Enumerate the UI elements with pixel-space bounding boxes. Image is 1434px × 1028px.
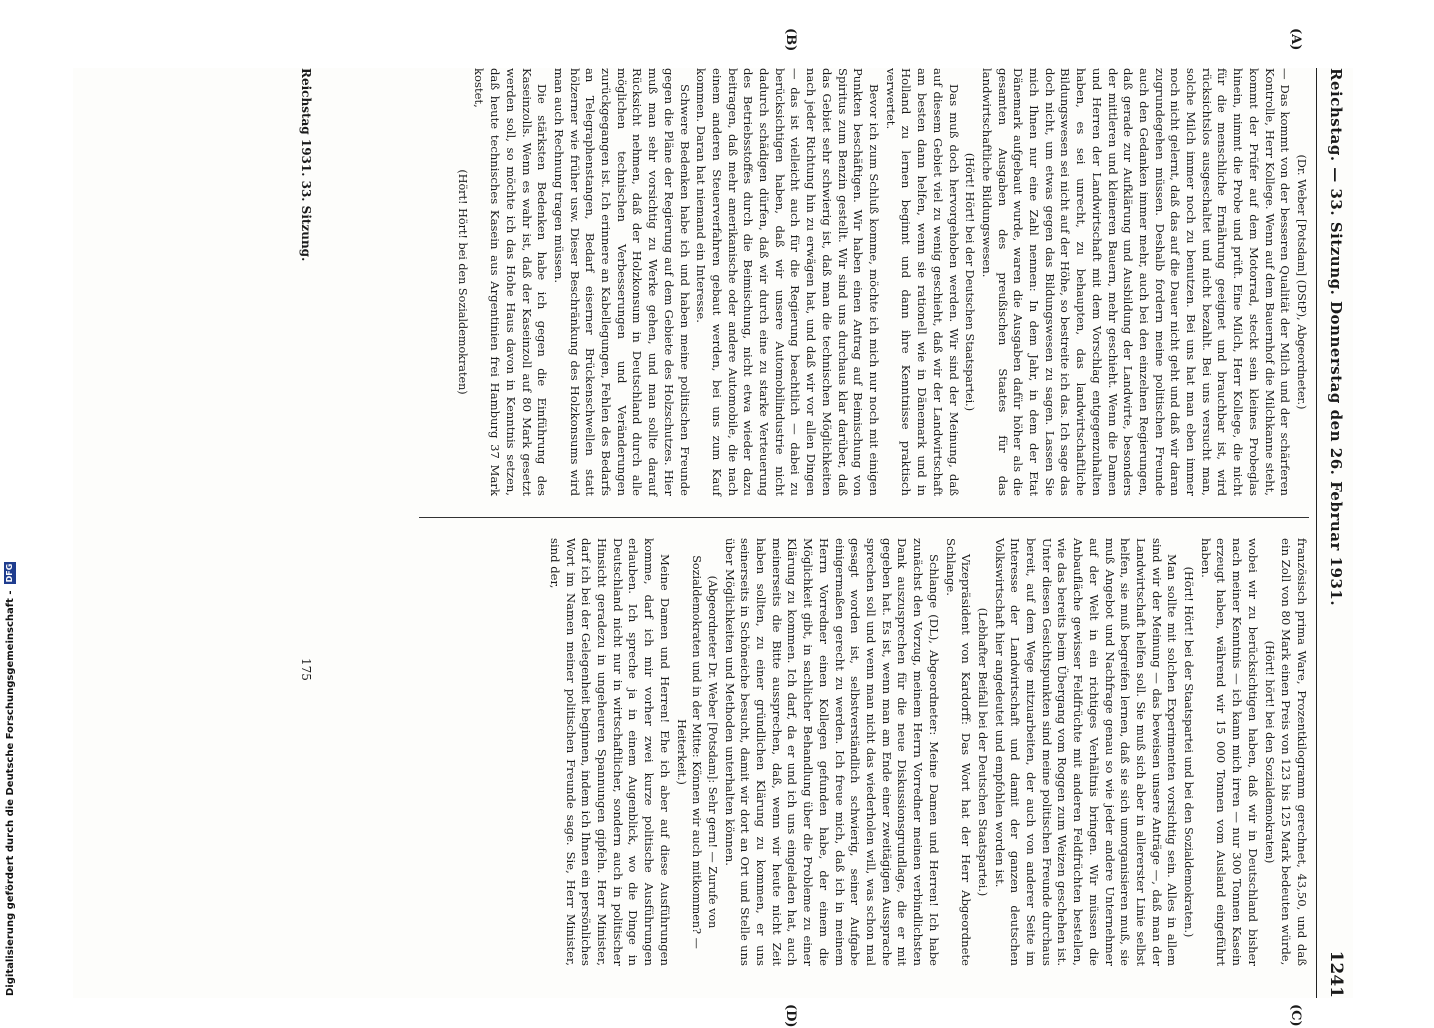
page-number: 1241 <box>1326 950 1346 998</box>
right-column-paragraph: Schlange (DL), Abgeordneter: Meine Damen und Herren! Ich habe zunächst den Vorzug, meinem Herrn Vorredner meinen verbindlichsten Dank auszusprechen für die neue Diskussionsgrundlage, die er mit gegeben hat. Es ist, wenn man am Ende einer zweitägigen Aussprache sprechen soll und wenn man nicht das wiederholen will, was schon mal gesagt worden ist, selbstverständlich schwierig, seiner Aufgabe einigermaßen gerecht zu werden. Ich freue mich, daß ich in meinem Herrn Vorredner einen Kollegen gefunden habe, der einem die Möglichkeit gibt, in sachlicher Behandlung über die Probleme zu einer Klärung zu kommen. Ich darf, da er und ich uns eingeladen hat, auch meinerseits die Bitte aussprechen, daß, wenn wir heute nicht Zeit haben sollten, zu einer gründlichen Klärung zu kommen, er uns seinerseits in Schöneiche besucht, damit wir dort an Ort und Stelle uns über Möglichkeiten und Methoden unterhalten können. <box>722 538 941 966</box>
column-divider <box>419 517 1309 518</box>
right-column-paragraph: Vizepräsident von Kardorff: Das Wort hat der Herr Abgeordnete Schlange. <box>943 538 974 966</box>
right-column-paragraph: (Hört! hört! bei den Sozialdemokraten) <box>1262 640 1276 864</box>
footer-left: Reichstag 1931. 33. Sitzung. <box>299 68 313 262</box>
left-column-paragraph: (Hört! Hört! bei der Deutschen Staatspartei.) <box>963 152 977 412</box>
right-column-paragraph: (Hört! Hört! bei der Staatspartei und bei den Sozialdemokraten.) <box>1182 566 1196 938</box>
right-column-paragraph: (Abgeordneter Dr. Weber [Potsdam]: Sehr gern! — Zurufe von Sozialdemokraten und in der Mitte: Können wir auch mitkommen? — Heiterkeit.) <box>674 555 719 949</box>
margin-marker-b: (B) <box>783 28 798 52</box>
right-column-paragraph: Man sollte mit solchen Experimenten vorsichtig sein. Alles in allem sind wir der Meinung — das beweisen unsere Anträge —, daß man der Landwirtschaft helfen soll. Sie muß sich aber in allererster Linie selbst helfen, sie muß begreifen lernen, daß sie sich umorganisieren muß, sie muß Angebot und Nachfrage genau so wie jeder andere Unternehmer auf der Welt in ein richtiges Verhältnis bringen. Wir müssen die Anbaufläche gewisser Feldfrüchte mit anderen Feldfrüchten bestellen, wie das bereits beim Übergang vom Roggen zum Weizen geschehen ist. Unter diesen Gesichtspunkten sind meine politischen Freunde durchaus bereit, auf dem Wege mitzuarbeiten, der auch von anderer Seite im Interesse der Landwirtschaft und damit der ganzen deutschen Volkswirtschaft hier angedeutet und empfohlen worden ist. <box>992 538 1180 966</box>
right-column-paragraph: wobei wir zu berücksichtigen haben, daß wir in Deutschland bisher nach meiner Kenntnis — ich kann mich irren — nur 300 Tonnen Kasein erzeugt haben, während wir 15 000 Tonnen vom Ausland eingeführt haben. <box>1198 538 1260 966</box>
margin-marker-a: (A) <box>1288 28 1303 51</box>
margin-marker-c: (C) <box>1288 1004 1303 1027</box>
page-header-title: Reichstag. — 33. Sitzung. Donnerstag den 26. Februar 1931. <box>1327 68 1345 607</box>
left-column-paragraph: Die stärksten Bedenken habe ich gegen die Einführung des Kaseinzolls. Wenn es wahr ist, daß der Kaseinzoll auf 80 Mark gesetzt werden soll, so möchte ich das Hohe Haus davon in Kenntnis setzen, daß heute technisches Kasein aus Argentinien frei Hamburg 37 Mark kostet, <box>472 68 550 496</box>
dfg-logo: DFG <box>5 563 14 583</box>
header-rule <box>1316 68 1317 998</box>
left-column-paragraph: (Dr. Weber [Potsdam] (DStP), Abgeordneter.) <box>1295 154 1308 410</box>
left-column-paragraph: Schwere Bedenken habe ich und haben meine politischen Freunde gegen die Pläne der Regierung auf dem Gebiete des Holzschutzes. Hier muß man sehr vorsichtig zu Werke gehen, und man sollte darauf Rücksicht nehmen, daß der Holzkonsum in Deutschland durch alle möglichen technischen Verbesserungen und Veränderungen zurückgegangen ist. Ich erinnere an Kabellegungen, Fehlen des Bedarfs an Telegraphenstangen, Bedarf eiserner Brückenschwellen statt hölzerner wie früher usw. Dieser Beschränkung des Holzkonsums wird man auch Rechnung tragen müssen. <box>551 68 692 496</box>
digitization-note-text: Digitalisierung gefördert durch die Deutsche Forschungsgemeinschaft - <box>5 590 16 996</box>
scanned-page <box>73 28 1353 1028</box>
footer-page-count: 175 <box>299 658 313 681</box>
right-column-paragraph: Meine Damen und Herren! Ehe ich aber auf diese Ausführungen komme, darf ich mir vorher zwei kurze politische Ausführungen erlauben. Ich spreche ja in einem Augenblick, wo die Dinge in Deutschland nicht nur in wirtschaftlicher, sondern auch in politischer Hinsicht geradezu in ungeheuren Spannungen gipfeln. Herr Minister, darf ich bei der Gelegenheit beginnen, indem ich Ihnen ein persönliches Wort im Namen meiner politischen Freunde sage. Sie, Herr Minister, sind der, <box>547 538 672 966</box>
margin-marker-d: (D) <box>783 1004 798 1028</box>
page-header <box>1319 68 1353 998</box>
left-column-paragraph: Das muß doch hervorgehoben werden. Wir sind der Meinung, daß auf diesem Gebiet viel zu wenig geschieht, daß wir der Landwirtschaft am besten dann helfen, wenn sie rationell wie in Dänemark und in Holland zu lernen beginnt und dann ihre Kenntnisse praktisch verwertet. <box>883 68 961 496</box>
right-text-column <box>545 538 1309 966</box>
right-column-paragraph: französisch prima Ware, Prozentkilogramm gerechnet, 43,50, und daß ein Zoll von 80 Mark einen Preis von 123 bis 125 Mark bedeuten würde, <box>1279 538 1309 966</box>
left-text-column <box>453 68 1309 496</box>
right-column-paragraph: (Lebhafter Beifall bei der Deutschen Staatspartei.) <box>975 607 989 897</box>
left-column-paragraph: (Hört! Hört! bei den Sozialdemokraten) <box>455 169 469 395</box>
left-column-paragraph: — Das kommt von der besseren Qualität der Milch und der schärferen Kontrolle, Herr Kollege. Wenn auf dem Bauernhof die Milchkanne steht, kommt der Prüfer auf dem Motorrad, steckt sein kleines Probeglas hinein, nimmt die Probe und prüft. Eine Milch, Herr Kollege, die nicht für die menschliche Ernährung geeignet und brauchbar ist, wird rücksichtslos ausgeschaltet und nicht bezahlt. Bei uns versucht man, solche Milch immer noch zu benutzen. Bei uns hat man eben immer noch nicht gelernt, daß das auf die Dauer nicht geht und daß wir daran zugrundegehen müssen. Deshalb fordern meine politischen Freunde auch den Gedanken immer mehr, auch bei den einzelnen Regierungen, daß gerade zur Aufklärung und Ausbildung der Landwirte, besonders der mittleren und kleineren Bauern, mehr geschieht. Wenn die Damen und Herren der Landwirtschaft mit dem Vorschlag entgegenzuhalten haben, es sei unrecht, zu behaupten, das landwirtschaftliche Bildungswesen sei nicht auf der Höhe, so bestreite ich das. Ich sage das doch nicht, um etwas gegen das Bildungswesen zu sagen. Lassen Sie mich Ihnen nur eine Zahl nennen: In dem Jahr, in dem der Etat Dänemark aufgebaut wurde, waren die Ausgaben dafür höher als die gesamten Ausgaben des preußischen Staates für das landwirtschaftliche Bildungswesen. <box>979 68 1293 496</box>
digitization-note <box>4 562 16 996</box>
left-column-paragraph: Bevor ich zum Schluß komme, möchte ich mich nur noch mit einigen Punkten beschäftigen. Wir haben einen Antrag auf Beimischung von Spiritus zum Benzin gestellt. Wir sind uns durchaus klar darüber, daß das Gebiet sehr schwierig ist, daß man die technischen Möglichkeiten nach jeder Richtung hin zu erwägen hat, und daß wir vor allen Dingen — das ist vielleicht auch für die Regierung beachtlich — dabei zu berücksichtigen haben, daß wir unsere Automobilindustrie nicht dadurch schädigen dürfen, daß wir durch eine zu starke Verteuerung des Betriebsstoffes durch die Beimischung, nicht etwa wieder dazu beitragen, daß mehr amerikanische oder andere Automobile, die nach einem anderen Steuerverfahren gebaut werden, bei uns zum Kauf kommen. Daran hat niemand ein Interesse. <box>694 68 882 496</box>
